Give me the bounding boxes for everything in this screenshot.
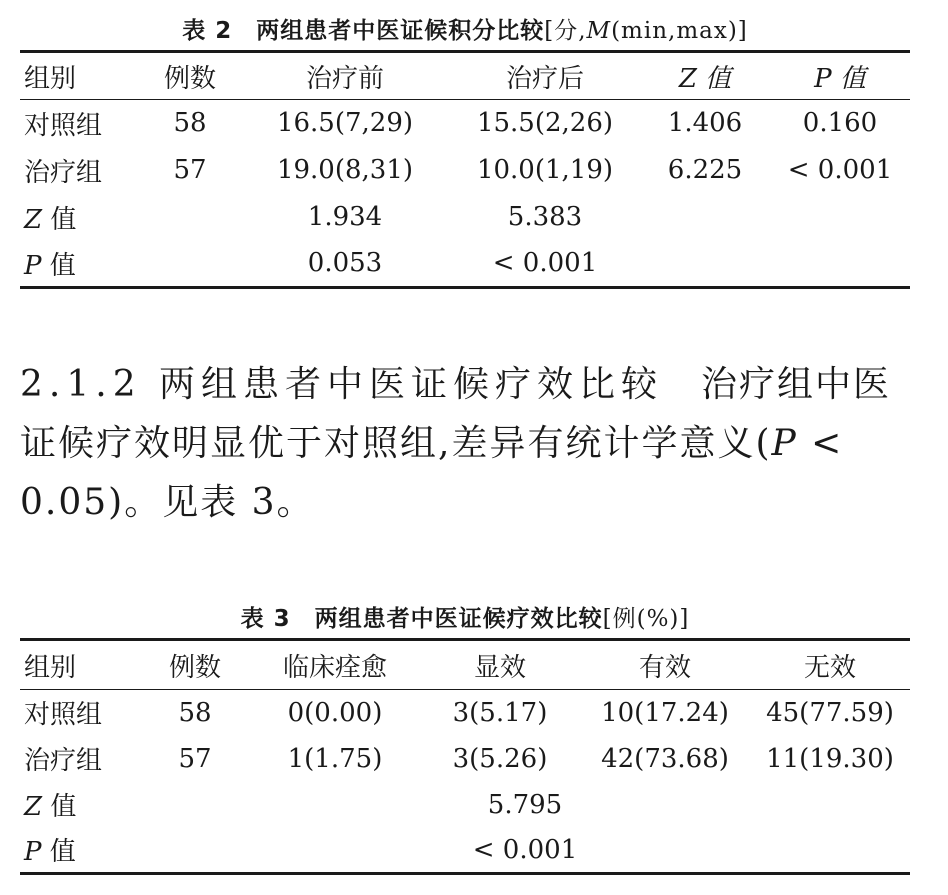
table3-header-group: 组别 [24,652,77,683]
table2-header-after: 治疗后 [505,63,584,94]
table2-cell [640,194,770,241]
table3-cell: 57 [178,743,212,774]
table2-cell: 6.225 [667,155,743,185]
table3-caption-unit: [例(%)] [602,606,690,632]
table-row [20,194,910,241]
table3-header-marked: 显效 [473,652,526,683]
table3-stat-value-p: < 0.001 [472,834,578,865]
table2-cell: 58 [173,108,207,139]
table2-header-p: P 值 [814,63,866,94]
table3-caption [20,600,910,633]
paragraph-text-b: < 0.05)。见表 3。 [20,423,844,523]
table2-cell: 5.383 [507,202,583,232]
paragraph-text-a: 治疗组中医证候疗效明显优于对照组,差异有统计学意义( [20,364,892,464]
table2-cell [140,241,240,288]
table3-cell: 3(5.17) [452,697,548,728]
table3-cell: 3(5.26) [452,743,548,774]
table-row [20,241,910,288]
table2-header-count: 例数 [163,63,216,94]
table2-cell [770,194,910,241]
table3-cell: 治疗组 [24,746,103,776]
table-row [20,690,910,736]
paragraph-p-letter: P [771,423,798,464]
table2-cell: 10.0(1,19) [476,155,614,185]
table2-cell: 57 [173,155,207,185]
table2-cell: 1.406 [667,108,743,139]
table2-cell: 对照组 [24,110,103,141]
table2-cell [640,241,770,288]
table3-cell: 42(73.68) [601,743,729,774]
table-row [20,100,910,147]
table2-header-row [20,52,910,100]
table2-cell [140,194,240,241]
table2-caption [20,12,910,45]
table3-cell: 0(0.00) [287,697,383,728]
table2-stat-label-p: P 值 [24,250,76,281]
table2-cell [770,241,910,288]
table-row [20,736,910,782]
table3 [20,638,910,875]
table3-caption-title: 表 3 两组患者中医证候疗效比较 [240,606,603,632]
table2-header-before: 治疗前 [305,63,384,94]
table-row [20,782,910,828]
table2-caption-title: 表 2 两组患者中医证候积分比较 [182,18,545,44]
table2-cell: 15.5(2,26) [476,108,614,139]
table3-cell: 10(17.24) [601,697,729,728]
table3-header-effective: 有效 [638,652,691,683]
table2-cell: 0.053 [307,248,383,279]
table2-caption-unit: [分,M(min,max)] [544,18,748,44]
table2-cell: 0.160 [802,108,878,139]
table3-cell: 1(1.75) [287,743,383,774]
table2-cell: 16.5(7,29) [276,108,414,139]
table2 [20,50,910,289]
table-row [20,147,910,194]
results-paragraph [20,355,920,532]
table2-cell: 治疗组 [24,157,103,188]
table2-header-group: 组别 [24,63,77,94]
table3-header-cured: 临床痊愈 [282,652,387,683]
table3-cell: 对照组 [24,700,103,731]
section-heading: 2.1.2 两组患者中医证候疗效比较 [20,364,664,405]
table3-stat-value-z: 5.795 [487,789,563,820]
table3-header-count: 例数 [168,652,221,683]
table3-stat-label-z: Z 值 [24,792,77,822]
table3-stat-label-p: P 值 [24,837,76,868]
table3-cell: 11(19.30) [766,743,894,774]
table3-header-row [20,640,910,690]
table2-header-z: Z 值 [678,63,732,94]
table2-cell: < 0.001 [492,248,598,279]
table3-header-ineffective: 无效 [803,652,856,683]
table3-cell: 45(77.59) [766,697,894,728]
table2-cell: 1.934 [307,202,383,232]
table2-stat-label-z: Z 值 [24,204,77,235]
table2-cell: < 0.001 [787,155,893,185]
table2-cell: 19.0(8,31) [276,155,414,185]
table-row [20,828,910,874]
table3-cell: 58 [178,697,212,728]
